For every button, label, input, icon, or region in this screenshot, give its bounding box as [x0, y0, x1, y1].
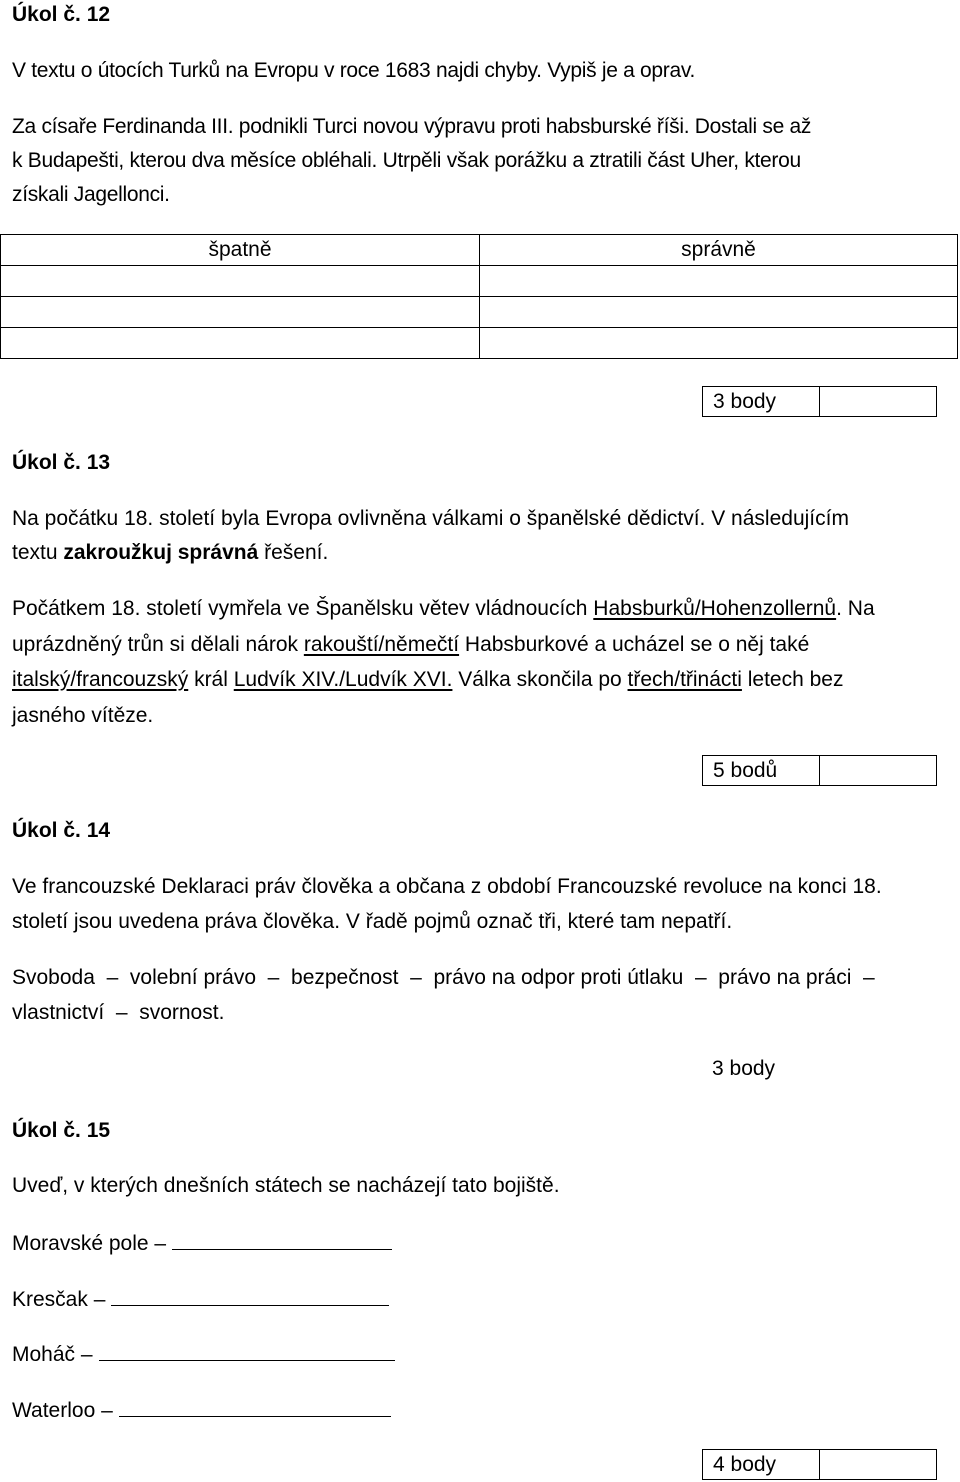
answer-cell-wrong-1[interactable] [1, 266, 480, 297]
column-header-wrong: špatně [1, 235, 480, 266]
task15-score-label: 4 body [703, 1450, 820, 1480]
answer-cell-wrong-2[interactable] [1, 297, 480, 328]
answer-blank[interactable] [172, 1229, 392, 1250]
intro-emphasis: zakroužkuj správná [63, 541, 259, 564]
task13-score-field[interactable] [820, 756, 937, 786]
task14-heading: Úkol č. 14 [12, 819, 111, 842]
answer-blank[interactable] [99, 1340, 395, 1361]
task15-score-field[interactable] [820, 1450, 937, 1480]
task12-score-label: 3 body [703, 387, 820, 417]
answer-blank[interactable] [111, 1285, 389, 1306]
answer-cell-right-1[interactable] [480, 266, 958, 297]
task12-score-box [702, 386, 937, 417]
column-header-right: správně [480, 235, 958, 266]
task13-intro-line-2 [12, 540, 328, 566]
task13-text-line-2 [12, 632, 809, 658]
task12-score-field[interactable] [820, 387, 937, 417]
task12-text-line-1: Za císaře Ferdinanda III. podnikli Turci novou výpravu proti habsburské říši. Dostali se až [12, 115, 812, 138]
text-segment: uprázdněný trůn si dělali nárok [12, 633, 304, 656]
choice-trech-trinacti[interactable]: třech/třinácti [627, 668, 742, 691]
battlefield-row-krescak [12, 1285, 389, 1313]
battlefield-row-waterloo [12, 1396, 391, 1424]
task15-score-box [702, 1449, 937, 1480]
battlefield-row-mohac [12, 1340, 395, 1368]
battlefield-label: Waterloo – [12, 1399, 113, 1422]
task14-instruction-line-2: století jsou uvedena práva člověka. V řadě pojmů označ tři, které tam nepatří. [12, 910, 733, 933]
task14-instruction-line-1: Ve francouzské Deklaraci práv člověka a občana z období Francouzské revoluce na konci 18. [12, 875, 882, 898]
task12-text-line-3: získali Jagellonci. [12, 183, 170, 206]
text-segment: Počátkem 18. století vymřela ve Španělsku větev vládnoucích [12, 597, 594, 620]
choice-habsburku-hohenzollernu[interactable]: Habsburků/Hohenzollernů [593, 597, 837, 620]
task15-heading: Úkol č. 15 [12, 1119, 111, 1142]
task14-terms-line-1: Svoboda – volební právo – bezpečnost – právo na odpor proti útlaku – právo na práci – [12, 966, 875, 989]
intro-text-end: řešení. [258, 541, 329, 564]
task13-score-box [702, 755, 937, 786]
task14-score-label: 3 body [712, 1057, 776, 1080]
answer-cell-right-2[interactable] [480, 297, 958, 328]
text-segment: Válka skončila po [452, 668, 628, 691]
battlefield-label: Moháč – [12, 1343, 93, 1366]
choice-rakousti-nemecti[interactable]: rakouští/němečtí [303, 633, 460, 656]
task12-heading: Úkol č. 12 [12, 3, 111, 26]
task14-terms-line-2: vlastnictví – svornost. [12, 1001, 225, 1024]
task13-text-line-3 [12, 667, 844, 693]
corrections-table [0, 234, 958, 359]
answer-cell-wrong-3[interactable] [1, 328, 480, 359]
intro-text: textu [12, 541, 64, 564]
text-segment: Habsburkové a ucházel se o něj také [459, 633, 810, 656]
choice-ludvik[interactable]: Ludvík XIV./Ludvík XVI. [233, 668, 453, 691]
task13-heading: Úkol č. 13 [12, 451, 111, 474]
task12-instruction: V textu o útocích Turků na Evropu v roce 1683 najdi chyby. Vypiš je a oprav. [12, 59, 696, 82]
battlefield-label: Moravské pole – [12, 1232, 167, 1255]
task15-instruction: Uveď, v kterých dnešních státech se nacházejí tato bojiště. [12, 1174, 560, 1197]
choice-italsky-francouzsky[interactable]: italský/francouzský [12, 668, 189, 691]
text-segment: král [188, 668, 234, 691]
text-segment: letech bez [741, 668, 844, 691]
task13-intro-line-1: Na počátku 18. století byla Evropa ovlivněna válkami o španělské dědictví. V následujícím [12, 507, 849, 530]
task12-text-line-2: k Budapešti, kterou dva měsíce obléhali. Utrpěli však porážku a ztratili část Uher, kterou [12, 149, 801, 172]
task13-text-line-4: jasného vítěze. [12, 704, 154, 727]
text-segment: . Na [836, 597, 875, 620]
battlefield-label: Kresčak – [12, 1288, 106, 1311]
answer-cell-right-3[interactable] [480, 328, 958, 359]
answer-blank[interactable] [119, 1396, 391, 1417]
task13-score-label: 5 bodů [703, 756, 820, 786]
battlefield-row-moravske-pole [12, 1229, 392, 1257]
task13-text-line-1 [12, 596, 875, 622]
